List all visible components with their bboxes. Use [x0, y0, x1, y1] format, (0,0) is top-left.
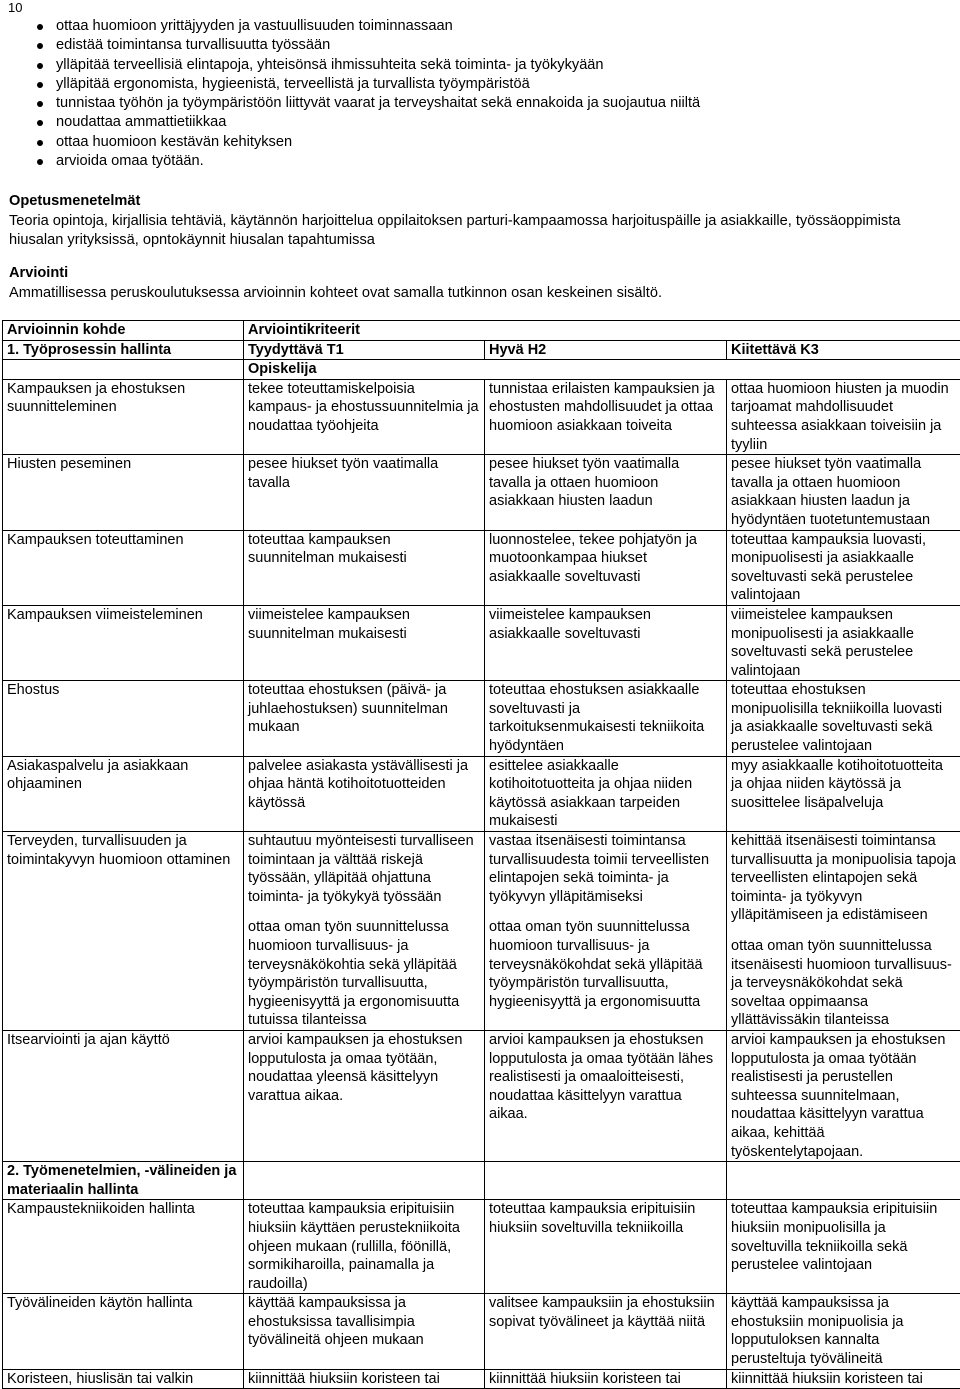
bullet-icon [37, 140, 43, 146]
page-number: 10 [8, 0, 22, 15]
header-criteria: Arviointikriteerit [244, 321, 960, 341]
list-item: noudattaa ammattietiikkaa [37, 113, 700, 132]
assessment-heading: Arviointi [9, 264, 950, 284]
level-k3: Kiitettävä K3 [727, 340, 960, 360]
bullet-icon [37, 159, 43, 165]
table-levels-row [3, 340, 960, 360]
level-t1: Tyydyttävä T1 [244, 340, 485, 360]
table-row: Työvälineiden käytön hallinta käyttää kampauksissa ja ehostuksissa tavallisimpia työvälineitä ohjeen mukaan valitsee kampauksiin ja ehostuksiin sopivat työvälineet ja käyttää niitä käyttää kampauksissa ja ehostuksiin monipuolisia ja lopputuloksen kannalta perusteltuja työvälineitä [3, 1294, 960, 1369]
assessment-table [2, 320, 960, 1389]
list-item: tunnistaa työhön ja työympäristöön liittyvät vaarat ja terveyshaitat sekä ennakoida ja suojautua niiltä [37, 94, 700, 113]
table-row: Hiusten peseminen pesee hiukset työn vaatimalla tavalla pesee hiukset työn vaatimalla tavalla ja ottaen huomioon asiakkaan hiusten laadun pesee hiukset työn vaatimalla tavalla ja ottaen huomioon asiakkaan hiusten laadun ja hyödyntäen tuotetuntemustaan [3, 455, 960, 530]
list-item: edistää toimintansa turvallisuutta työssään [37, 36, 700, 55]
bullet-icon [37, 63, 43, 69]
list-item: ottaa huomioon kestävän kehityksen [37, 133, 700, 152]
list-item: ottaa huomioon yrittäjyyden ja vastuullisuuden toiminnassaan [37, 17, 700, 36]
assessment-section [9, 264, 950, 303]
table-section-row [3, 1162, 960, 1200]
header-target: Arvioinnin kohde [3, 321, 244, 341]
bullet-icon [37, 43, 43, 49]
table-row: Terveyden, turvallisuuden ja toimintakyvyn huomioon ottaminen suhtautuu myönteisesti turvalliseen toimintaan ja välttää riskejä työssään, ylläpitää ohjattuna toiminta- ja työkykyä työssään ottaa oman työn suunnittelussa huomioon turvallisuus- ja terveysnäkökohtia sekä ylläpitää työympäristön turvallisuutta, hygieenisyyttä ja ergonomisuutta tutuissa tilanteissa vastaa itsenäisesti toimintansa turvallisuudesta toimii terveellisten elintapojen sekä toiminta- ja työkyvyn ylläpitämiseksi ottaa oman työn suunnittelussa huomioon turvallisuus- ja terveysnäkökohdat sekä ylläpitää työympäristön turvallisuutta, hygieenisyyttä ja ergonomisuutta kehittää itsenäisesti toimintansa turvallisuutta ja monipuolisia tapoja terveellisten elintapojen sekä toiminta- ja työkyvyn ylläpitämiseen ja edistämiseen ottaa oman työn suunnittelussa itsenäisesti huomioon turvallisuus- ja terveysnäkökohdat sekä soveltaa oppimaansa yllättävissäkin tilanteissa [3, 832, 960, 1031]
assessment-text: Ammatillisessa peruskoulutuksessa arvioinnin kohteet ovat samalla tutkinnon osan keskeinen sisältö. [9, 284, 950, 304]
table-subject-row [3, 360, 960, 380]
bullet-icon [37, 82, 43, 88]
table-row: Koristeen, hiuslisän tai valkin kiinnittää hiuksiin koristeen tai kiinnittää hiuksiin koristeen tai kiinnittää hiuksiin koristeen tai [3, 1369, 960, 1389]
bullet-icon [37, 120, 43, 126]
table-row: Asiakaspalvelu ja asiakkaan ohjaaminen palvelee asiakasta ystävällisesti ja ohjaa häntä kotihoitotuotteiden käytössä esittelee asiakkaalle kotihoitotuotteita ja ohjaa niiden käytössä asiakkaan tarpeiden mukaisesti myy asiakkaalle kotihoitotuotteita ja ohjaa niiden käytössä ja suosittelee lisäpalveluja [3, 756, 960, 831]
list-item: arvioida omaa työtään. [37, 152, 700, 171]
objectives-list [37, 17, 700, 171]
list-item: ylläpitää terveellisiä elintapoja, yhteisönsä ihmissuhteita sekä toiminta- ja työkykyään [37, 56, 700, 75]
methods-heading: Opetusmenetelmät [9, 192, 950, 212]
table-row: Kampauksen ja ehostuksen suunnitteleminen tekee toteuttamiskelpoisia kampaus- ja ehostussuunnitelmia ja noudattaa työohjeita tunnistaa erilaisten kampauksien ja ehostusten mahdollisuudet ja ottaa huomioon asiakkaan toiveita ottaa huomioon hiusten ja muodin tarjoamat mahdollisuudet suhteessa asiakkaan toiveisiin ja tyyliin [3, 379, 960, 454]
methods-text: Teoria opintoja, kirjallisia tehtäviä, käytännön harjoittelua oppilaitoksen parturi-kampaamossa harjoituspäille ja asiakkaille, työssäoppimista hiusalan yrityksissä, opntokäynnit hiusalan tapahtumissa [9, 212, 950, 251]
table-row: Kampauksen toteuttaminen toteuttaa kampauksen suunnitelman mukaisesti luonnostelee, tekee pohjatyön ja muotoonkampaa hiukset asiakkaalle soveltuvasti toteuttaa kampauksia luovasti, monipuolisesti ja asiakkaalle soveltuvasti sekä perustelee valintojaan [3, 530, 960, 605]
table-row: Kampaustekniikoiden hallinta toteuttaa kampauksia eripituisiin hiuksiin käyttäen perustekniikoita ohjeen mukaan (rullilla, föönillä, sormikiharoilla, painamalla ja raudoilla) toteuttaa kampauksia eripituisiin hiuksiin soveltuvilla tekniikoilla toteuttaa kampauksia eripituisiin hiuksiin monipuolisilla ja soveltuvilla tekniikoilla sekä perustelee valintojaan [3, 1200, 960, 1294]
bullet-icon [37, 24, 43, 30]
level-h2: Hyvä H2 [485, 340, 727, 360]
bullet-icon [37, 101, 43, 107]
table-row: Kampauksen viimeisteleminen viimeistelee kampauksen suunnitelman mukaisesti viimeistelee kampauksen asiakkaalle soveltuvasti viimeistelee kampauksen monipuolisesti ja asiakkaalle soveltuvasti sekä perustelee valintojaan [3, 605, 960, 680]
subject-label: Opiskelija [244, 360, 960, 380]
section-title: 1. Työprosessin hallinta [3, 340, 244, 360]
table-row: Ehostus toteuttaa ehostuksen (päivä- ja juhlaehostuksen) suunnitelman mukaan toteuttaa ehostuksen asiakkaalle soveltuvasti ja tarkoituksenmukaisesti tekniikoita hyödyntäen toteuttaa ehostuksen monipuolisilla tekniikoilla luovasti ja asiakkaalle soveltuvasti sekä perustelee valintojaan [3, 681, 960, 756]
section-title: 2. Työmenetelmien, -välineiden ja materiaalin hallinta [3, 1162, 244, 1200]
list-item: ylläpitää ergonomista, hygieenistä, terveellistä ja turvallista työympäristöä [37, 75, 700, 94]
table-row: Itsearviointi ja ajan käyttö arvioi kampauksen ja ehostuksen lopputulosta ja omaa työtään, noudattaa yleensä käsittelyyn varattua aikaa. arvioi kampauksen ja ehostuksen lopputulosta ja omaa työtään lähes realistisesti ja omaaloitteisesti, noudattaa käsittelyyn varattua aikaa. arvioi kampauksen ja ehostuksen lopputulosta ja omaa työtään realistisesti ja perustellen suhteessa suunnitelmaan, noudattaa käsittelyyn varattua aikaa, kehittää työskentelytapojaan. [3, 1030, 960, 1161]
methods-section [9, 192, 950, 251]
table-header-row [3, 321, 960, 341]
